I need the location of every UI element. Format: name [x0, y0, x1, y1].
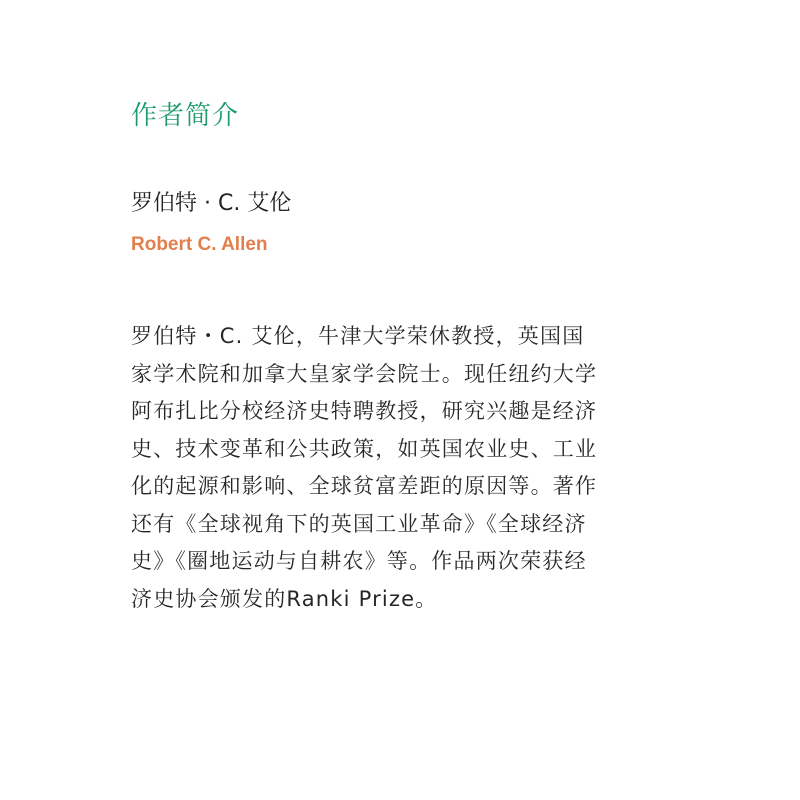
author-biography	[131, 318, 651, 618]
bio-line: 史、技术变革和公共政策，如英国农业史、工业	[131, 436, 598, 461]
bio-line: 还有《全球视角下的英国工业革命》《全球经济	[131, 511, 587, 536]
author-name-chinese: 罗伯特 · C. 艾伦	[131, 191, 292, 216]
bio-line: 化的起源和影响、全球贫富差距的原因等。著作	[131, 474, 598, 498]
bio-line: 济史协会颁发的Ranki Prize。	[131, 586, 438, 611]
section-title: 作者简介	[131, 101, 240, 131]
bio-line: 史》《圈地运动与自耕农》等。作品两次荣获经	[131, 549, 587, 573]
author-name-english: Robert C. Allen	[131, 234, 268, 255]
bio-line: 阿布扎比分校经济史特聘教授，研究兴趣是经济	[131, 399, 598, 423]
bio-line: 家学术院和加拿大皇家学会院士。现任纽约大学	[131, 361, 598, 386]
bio-line: 罗伯特・C. 艾伦，牛津大学荣休教授，英国国	[131, 324, 585, 348]
